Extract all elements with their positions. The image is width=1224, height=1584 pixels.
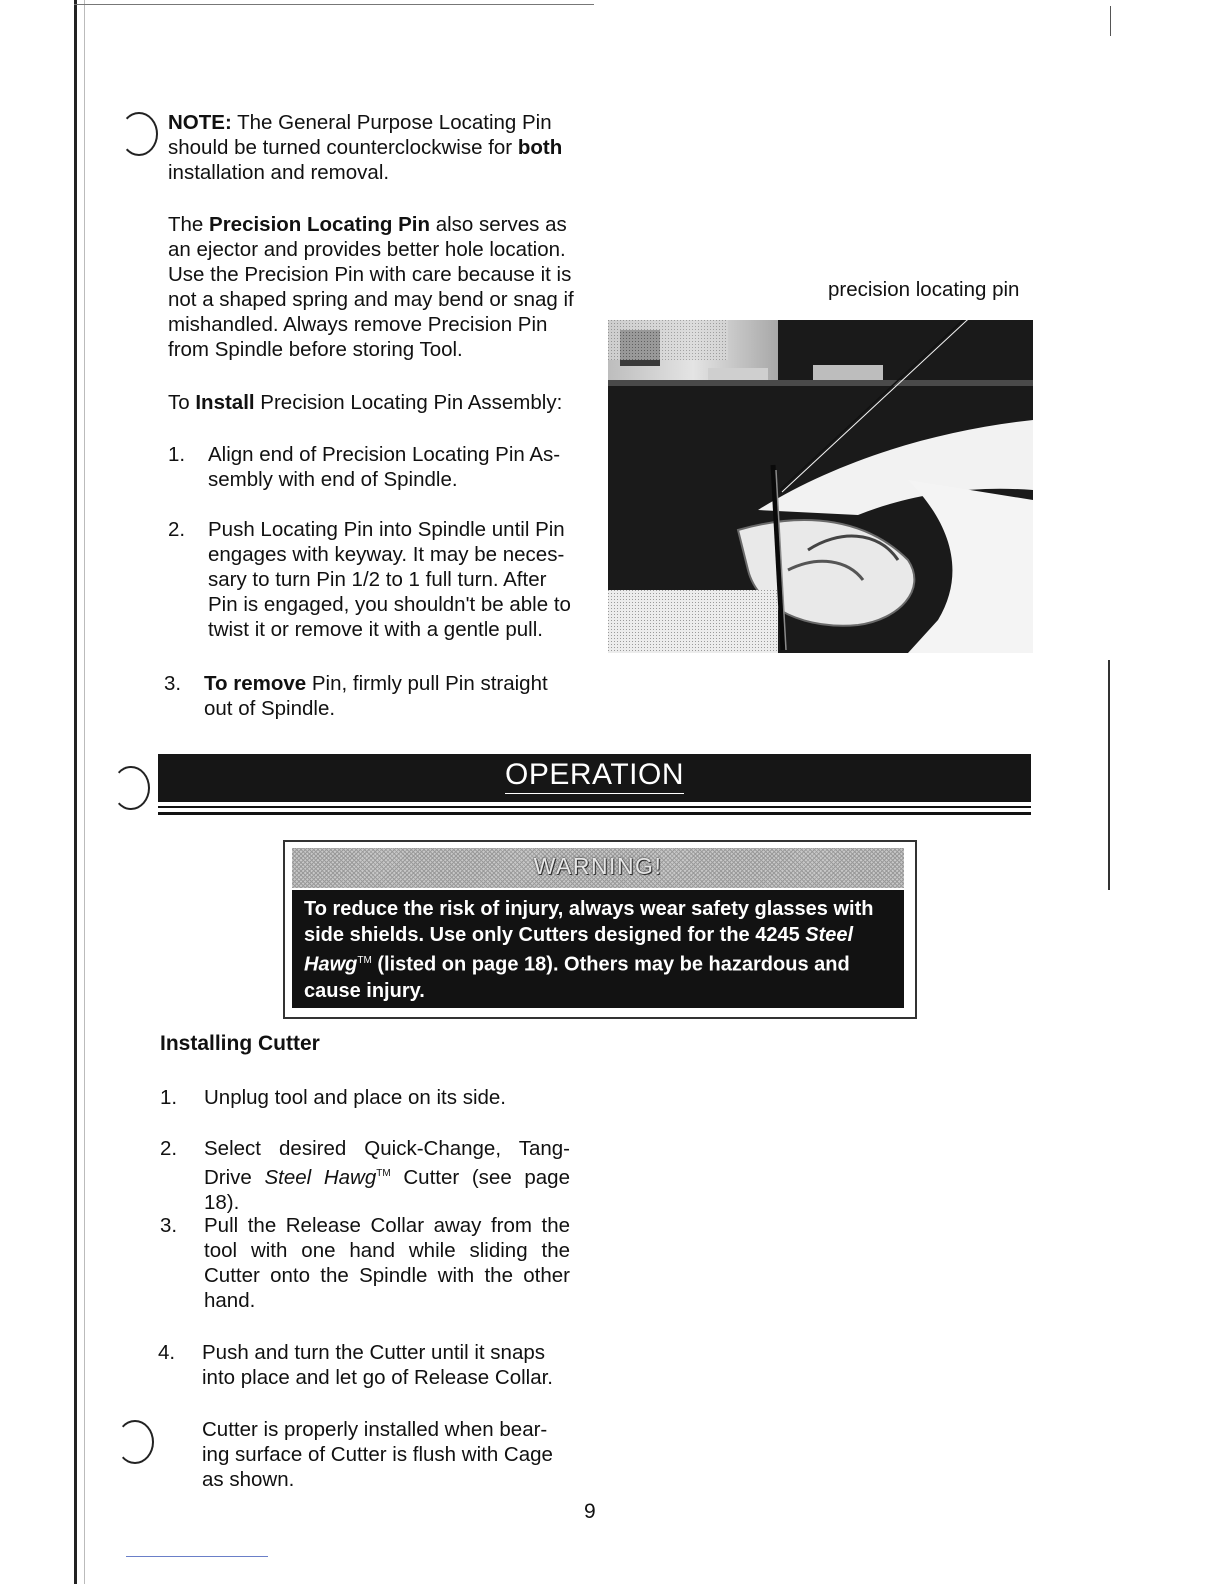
- step-number: 3.: [160, 1214, 178, 1237]
- precision-pin-paragraph: [168, 212, 588, 362]
- scan-edge-left: [74, 0, 77, 1584]
- step-number: 1.: [168, 443, 186, 466]
- note-text: The General Purpose Locating Pin should be turned counterclockwise for: [168, 111, 552, 159]
- note-emphasis: both: [517, 136, 563, 159]
- step-text: [204, 1136, 570, 1215]
- step-number: 3.: [164, 672, 182, 695]
- trademark-mark: TM: [376, 1168, 391, 1179]
- warning-text-start: To reduce the risk of injury, always wear safety glasses with side shields. Use only Cutters designed for the 4245: [304, 898, 874, 946]
- install-pin-heading: [168, 390, 588, 415]
- scan-edge-left-faint: [84, 0, 85, 1584]
- note-text-end: installation and removal.: [168, 161, 390, 184]
- step-product: Steel Hawg: [264, 1165, 377, 1189]
- list-item: [160, 1136, 580, 1214]
- scan-edge-bottom: [126, 1556, 268, 1557]
- list-item: [158, 1340, 578, 1392]
- photo-callout-label: precision locating pin: [828, 278, 1020, 301]
- page-number: 9: [584, 1500, 596, 1523]
- section-rule: [158, 812, 1031, 815]
- step-text: Push Locating Pin into Spindle until Pin engages with keyway. It may be neces-sary to turn Pin 1/2 to 1 full turn. After Pin is engaged, you shouldn't be able to twist it or remove it with a gentle pull.: [208, 518, 571, 641]
- binder-hole-icon: [120, 112, 158, 156]
- install-lead: To: [168, 391, 196, 414]
- section-title-underline: [505, 793, 684, 794]
- step-text-start: Select desired Quick-Change, Tang-Drive: [204, 1137, 570, 1189]
- scan-edge-right-top: [1110, 6, 1111, 36]
- section-rule: [158, 806, 1031, 808]
- step-text: Pull the Release Collar away from the tool with one hand while sliding the Cutter onto the Spindle with the other hand.: [204, 1214, 570, 1312]
- install-text: Precision Locating Pin Assembly:: [254, 391, 563, 414]
- step-rest: Pin, firmly pull Pin straight out of Spindle.: [204, 672, 548, 720]
- precision-lead: The: [168, 213, 210, 236]
- step-text: Unplug tool and place on its side.: [204, 1086, 507, 1109]
- step-bold: To remove: [204, 672, 307, 695]
- binder-hole-icon: [112, 766, 150, 810]
- scan-edge-right: [1108, 660, 1110, 890]
- warning-text-end: (listed on page 18). Others may be hazardous and cause injury.: [304, 953, 850, 1002]
- closing-paragraph: Cutter is properly installed when bear-ing surface of Cutter is flush with Cage as shown.: [202, 1418, 553, 1491]
- step-text: Align end of Precision Locating Pin As-sembly with end of Spindle.: [208, 443, 561, 491]
- list-item: [160, 1213, 580, 1317]
- list-item: [164, 671, 584, 723]
- scan-edge-top: [74, 4, 594, 5]
- precision-pin-photo: [608, 320, 1033, 653]
- step-number: 4.: [158, 1341, 176, 1364]
- warning-title: WARNING!: [533, 853, 663, 879]
- warning-product: Steel Hawg: [304, 924, 854, 976]
- binder-hole-icon: [116, 1420, 154, 1464]
- list-item: [160, 1085, 580, 1111]
- precision-pin-term: Precision Locating Pin: [209, 213, 431, 236]
- install-term: Install: [195, 391, 255, 414]
- step-number: 2.: [160, 1137, 178, 1160]
- precision-text: also serves as an ejector and provides better hole location. Use the Precision Pin with care because it is not a shaped spring and may bend or snag if mishandled. Always remove Precision Pin from Spindle before storing Tool.: [168, 213, 574, 361]
- installing-cutter-heading: Installing Cutter: [160, 1032, 320, 1055]
- trademark-mark: TM: [357, 955, 372, 966]
- list-item: [168, 517, 588, 647]
- step-text: [204, 671, 574, 721]
- section-title: [158, 758, 1031, 792]
- note-paragraph: [168, 110, 588, 185]
- step-text: Push and turn the Cutter until it snaps into place and let go of Release Collar.: [202, 1341, 554, 1389]
- step-number: 2.: [168, 518, 186, 541]
- note-label: NOTE:: [168, 111, 232, 134]
- step-text-end: Cutter (see page 18).: [204, 1165, 570, 1214]
- warning-text: [304, 896, 898, 1004]
- step-number: 1.: [160, 1086, 178, 1109]
- section-title-text: OPERATION: [505, 758, 684, 792]
- list-item: [168, 442, 588, 494]
